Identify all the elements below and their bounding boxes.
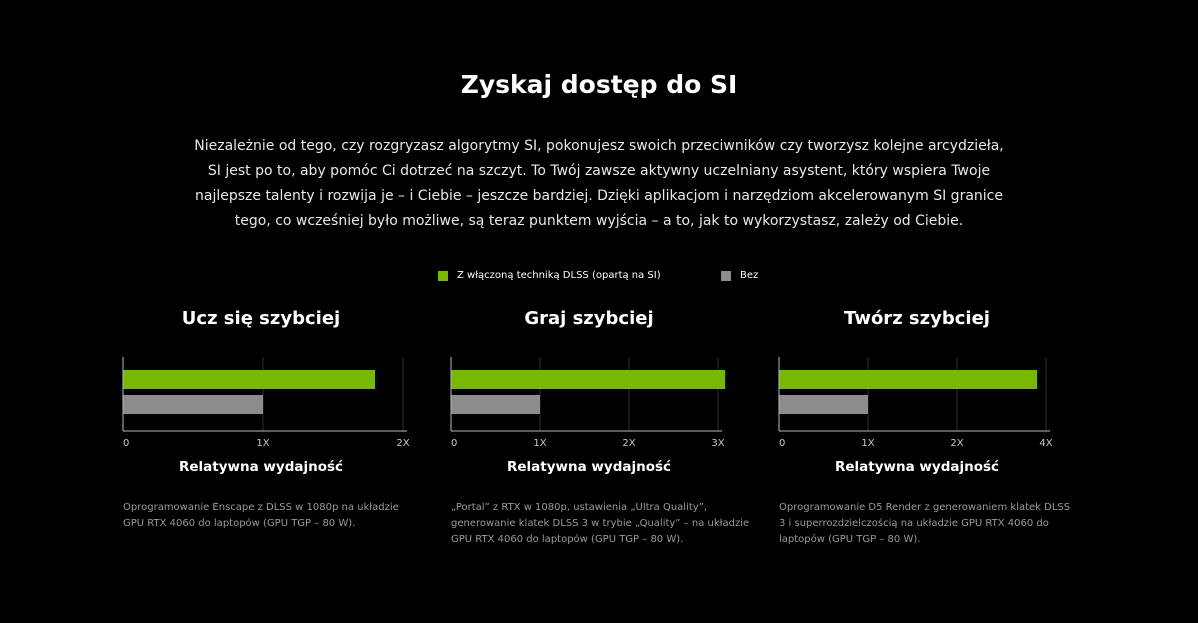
chart-footnote: „Portal” z RTX w 1080p, ustawienia „Ultra Quality”, generowanie klatek DLSS 3 w trybie „Quality” – na układzie GPU RTX 4060 do laptopów (GPU TGP – 80 W). (451, 502, 750, 545)
legend-item-bez (721, 270, 758, 281)
bar-bez (779, 395, 868, 414)
bar-bez (451, 395, 540, 414)
legend-label-dlss: Z włączoną techniką DLSS (opartą na SI) (457, 270, 661, 281)
bar-dlss (123, 370, 375, 389)
chart-plot (122, 354, 412, 454)
x-axis-label: Relatywna wydajność (178, 459, 344, 475)
x-tick-label: 4X (1039, 438, 1053, 449)
x-tick-label: 1X (256, 438, 270, 449)
chart-title: Ucz się szybciej (181, 308, 341, 329)
bar-bez (123, 395, 263, 414)
chart-footnote: Oprogramowanie Enscape z DLSS w 1080p na układzie GPU RTX 4060 do laptopów (GPU TGP – 80 W). (123, 502, 399, 529)
x-tick-label: 2X (622, 438, 636, 449)
legend-swatch-bez (721, 271, 731, 281)
x-tick-label: 0 (123, 438, 130, 449)
bar-dlss (451, 370, 725, 389)
chart-title: Twórz szybciej (844, 308, 990, 329)
legend-item-dlss (438, 270, 661, 281)
x-tick-label: 1X (861, 438, 875, 449)
x-axis-label: Relatywna wydajność (834, 459, 1000, 475)
legend-label-bez: Bez (740, 270, 759, 281)
page-title: Zyskaj dostęp do SI (460, 70, 738, 99)
chart-plot (450, 354, 740, 454)
chart-plot (778, 354, 1068, 454)
chart-panel-play (451, 308, 761, 558)
page-description: Niezależnie od tego, czy rozgryzasz algorytmy SI, pokonujesz swoich przeciwników czy tworzysz kolejne arcydzieła, SI jest po to, aby pomóc Ci dotrzeć na szczyt. To Twój zawsze aktywny uczelniany asystent, który wspiera Twoje najlepsze talenty i rozwija je – i Ciebie – jeszcze bardziej. Dzięki aplikacjom i narzędziom akcelerowanym SI granice tego, co wcześniej było możliwe, są teraz punktem wyjścia – a to, jak to wykorzystasz, zależy od Ciebie. (194, 138, 1004, 229)
x-axis-label: Relatywna wydajność (506, 459, 672, 475)
x-tick-label: 2X (396, 438, 410, 449)
legend-swatch-dlss (438, 271, 448, 281)
x-tick-label: 1X (533, 438, 547, 449)
x-tick-label: 2X (950, 438, 964, 449)
x-tick-label: 0 (779, 438, 786, 449)
x-tick-label: 3X (711, 438, 725, 449)
chart-footnote: Oprogramowanie D5 Render z generowaniem klatek DLSS 3 i superrozdzielczością na układzie GPU RTX 4060 do laptopów (GPU TGP – 80 W). (779, 502, 1071, 545)
chart-panel-create (779, 308, 1089, 558)
chart-panel-learn (123, 308, 433, 558)
x-tick-label: 0 (451, 438, 458, 449)
bar-dlss (779, 370, 1037, 389)
chart-title: Graj szybciej (524, 308, 654, 329)
